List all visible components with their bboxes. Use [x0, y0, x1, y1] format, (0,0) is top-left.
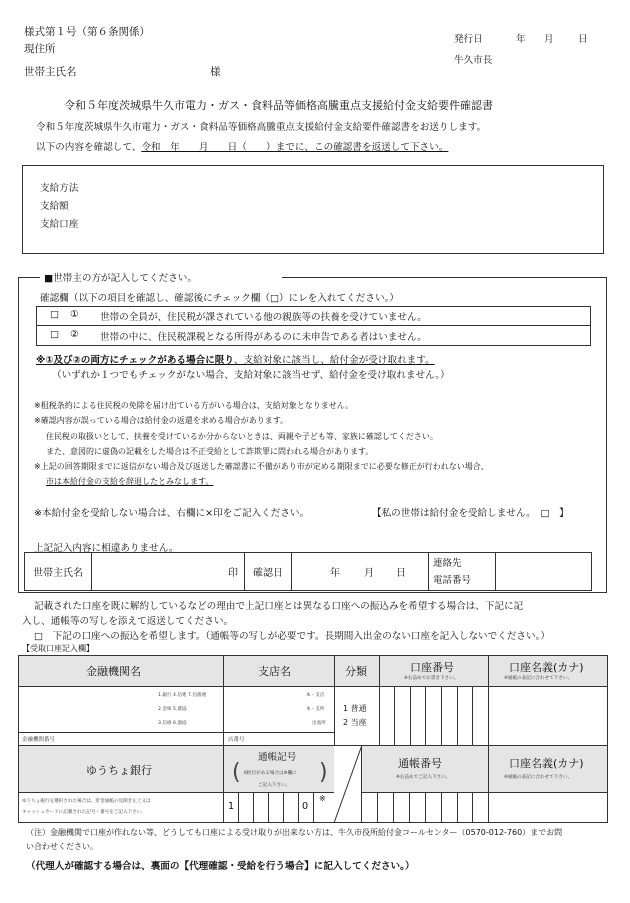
bank-name-header: 金融機関名	[86, 665, 141, 678]
section-title: ■世帯主の方が記入してください。	[44, 273, 197, 284]
eligibility-condition-bold: ※①及び②の両方にチェックがある場合に限り	[36, 355, 234, 366]
yucho-holder-note: ※通帳の表記に合わせて下さい。	[504, 775, 573, 780]
note-fraud: また、意図的に虚偽の記載をした場合は不正受給として詐欺罪に問われる場合があります。	[46, 447, 374, 456]
issue-day: 日	[578, 34, 588, 45]
item1-checkbox[interactable]: □	[50, 309, 60, 320]
intro-line-2-prefix: 以下の内容を確認して、	[36, 142, 142, 153]
yucho-digit-last: 0	[302, 801, 309, 812]
note-tax-treaty: ※租税条約による住民税の免除を届け出ている方がいる場合は、支給対象となりません。	[34, 401, 354, 410]
sym-line-1	[238, 792, 239, 823]
sig-seal-label: 印	[228, 568, 238, 579]
payment-info-box	[22, 165, 604, 254]
issue-date-label: 発行日	[454, 34, 483, 45]
sig-date-cell[interactable]	[292, 553, 429, 591]
sama-label: 様	[210, 66, 221, 78]
bank-types-row1: 1.銀行 4.信連 7.信漁連	[158, 693, 207, 698]
yucho-left-note-2: キャッシュカードに記載された記号・番号をご記入下さい。	[22, 810, 146, 815]
yucho-holder-header: 口座名義(カナ)	[509, 757, 584, 770]
yucho-symbol-note-2: ご記入下さい。	[258, 783, 291, 788]
holder-note: ※通帳の表記に合わせて下さい。	[504, 676, 573, 681]
pb-line-1	[377, 792, 378, 823]
form-number: 様式第１号（第６条関係）	[24, 26, 150, 38]
eligibility-condition-rest: 、支給対象に該当し、給付金が受け取れます。	[233, 355, 435, 366]
sig-year: 年	[330, 568, 340, 579]
sym-line-6	[313, 792, 314, 823]
digit-line-4	[441, 686, 442, 745]
decline-box[interactable]: 【私の世帯は給付金を受給しません。 □ 】	[372, 508, 569, 519]
yucho-note-line	[18, 792, 223, 793]
note-decline-assumed: 市は本給付金の支給を辞退したとみなします。	[46, 477, 214, 486]
no-discrepancy-text: 上記記入内容に相違ありません。	[34, 543, 179, 554]
yucho-passbook-note: ※右詰めでご記入下さい。	[396, 775, 451, 780]
sym-line-4	[283, 792, 284, 823]
yucho-symbol-note-1: 6桁目がある場合は※欄に	[244, 771, 297, 776]
pb-line-5	[441, 792, 442, 823]
digit-line-5	[457, 686, 458, 745]
confirm-instructions: 確認欄（以下の項目を確認し、確認後にチェック欄（□）にレを入れてください。）	[40, 293, 399, 304]
transfer-para-1: 記載された口座を既に解約しているなどの理由で上記口座とは異なる口座への振込みを希望する場合は、下記に記	[34, 601, 524, 612]
row-line-2	[18, 745, 608, 746]
mayor-label: 牛久市長	[454, 55, 493, 66]
paren-right: )	[319, 760, 328, 785]
account-number-header: 口座番号	[410, 661, 454, 674]
yucho-holder-line	[489, 792, 608, 793]
issue-year: 年	[516, 34, 526, 45]
pb-line-7	[472, 792, 473, 823]
col-line-3	[379, 655, 380, 745]
digit-line-2	[410, 686, 411, 745]
decline-prompt: ※本給付金を受給しない場合は、右欄に×印をご記入ください。	[34, 508, 310, 519]
eligibility-condition	[36, 352, 435, 366]
phone-label: 電話番号	[433, 574, 472, 586]
col-line-1	[223, 655, 224, 823]
bank-code-line	[18, 732, 223, 733]
sig-name-label: 世帯主氏名	[25, 553, 92, 591]
transfer-para-2: 入し、通帳等の写しを添えて返送してください。	[22, 616, 234, 627]
footer-note-1: （注）金融機関で口座が作れない等、どうしても口座による受け取りが出来ない方は、牛久市役所給付金コールセンター（0570-012-760）までお問	[26, 828, 563, 837]
yucho-symbol-label: 通帳記号	[258, 752, 297, 763]
branch-types-row1: 本・支店	[306, 693, 325, 698]
phone-input-cell[interactable]	[496, 553, 592, 591]
sym-line-3	[268, 792, 269, 823]
bank-types-row2: 2.金庫 5.農協	[158, 707, 187, 712]
branch-code-label: 店番号	[228, 737, 245, 743]
issue-month: 月	[544, 34, 554, 45]
item1-text: 世帯の全員が、住民税が課されている他の親族等の扶養を受けていません。	[100, 312, 427, 323]
table-label: 【受取口座記入欄】	[22, 644, 94, 653]
branch-header: 支店名	[258, 665, 291, 678]
item2-number: ②	[70, 329, 79, 340]
pb-line-3	[409, 792, 410, 823]
digit-line-1	[394, 686, 395, 745]
confirm-items-divider	[36, 325, 591, 326]
address-label: 現住所	[24, 43, 56, 55]
sym-line-2	[253, 792, 254, 823]
agent-note: （代理人が確認する場合は、裏面の【代理確認・受給を行う場合】に記入してください。）	[26, 861, 415, 872]
note-deadline: ※上記の回答期限までに返信がない場合及び返送した確認書に不備があり市が定める期限までに必要な修正が行われない場合、	[34, 462, 489, 471]
yucho-digit-first: 1	[228, 801, 235, 812]
payment-method-label: 支給方法	[40, 183, 79, 194]
item2-checkbox[interactable]: □	[50, 329, 60, 340]
deadline-text: 令和 年 月 日（ ）までに、この確認書を返送して下さい。	[141, 142, 449, 153]
category-current[interactable]: 2 当座	[343, 718, 367, 727]
branch-types-row3: 出張所	[312, 721, 326, 726]
item2-text: 世帯の中に、住民税課税となる所得があるのに未申告である者はいません。	[100, 332, 427, 343]
note-refund: ※確認内容が誤っている場合は給付金の返還を求める場合があります。	[34, 416, 289, 425]
pb-line-4	[425, 792, 426, 823]
category-header: 分類	[345, 665, 367, 678]
digit-line-6	[472, 686, 473, 745]
intro-line-2	[36, 139, 448, 153]
col-line-2	[334, 655, 335, 745]
diagonal-slash	[334, 745, 362, 823]
sym-line-5	[298, 792, 299, 823]
yucho-name: ゆうちょ銀行	[86, 764, 152, 777]
col-line-4	[488, 655, 489, 823]
holder-header: 口座名義(カナ)	[509, 661, 584, 674]
intro-line-1: 令和５年度茨城県牛久市電力・ガス・食料品等価格高騰重点支援給付金支給要件確認書をお送りします。	[36, 122, 487, 133]
yucho-passbook-label: 通帳番号	[398, 757, 442, 770]
yucho-left-note-1: ゆうちょ銀行を選択された場合は、貯金通帳の見開き左上又は	[22, 799, 151, 804]
signature-table	[24, 552, 592, 591]
bank-code-label: 金融機関番号	[22, 737, 56, 743]
pb-line-6	[457, 792, 458, 823]
item1-number: ①	[70, 309, 79, 320]
paren-left: (	[232, 760, 241, 785]
branch-types-row2: 本・支所	[306, 707, 325, 712]
sig-month: 月	[364, 568, 374, 579]
yucho-passbook-line	[362, 792, 488, 793]
payment-account-label: 支給口座	[40, 219, 79, 230]
sig-day: 日	[396, 568, 406, 579]
sig-seal-cell[interactable]	[92, 553, 245, 591]
branch-code-line	[224, 732, 334, 733]
payment-amount-label: 支給額	[40, 201, 69, 212]
row-line-1	[18, 686, 608, 687]
transfer-option[interactable]: □ 下記の口座への振込を希望します。（通帳等の写しが必要です。長期間入出金のない口座を記入しないでください。）	[34, 631, 550, 642]
contact-label: 連絡先	[433, 557, 462, 569]
page-title: 令和５年度茨城県牛久市電力・ガス・食料品等価格高騰重点支援給付金支給要件確認書	[64, 99, 493, 112]
footer-note-2: い合わせください。	[26, 842, 98, 851]
yucho-asterisk: ※	[319, 794, 326, 803]
ineligibility-note: （いずれか１つでもチェックがない場合、支給対象に該当せず、給付金を受け取れません。）	[52, 370, 450, 381]
sig-date-label: 確認日	[245, 553, 292, 591]
bank-types-row3: 3.信組 6.漁協	[158, 721, 187, 726]
head-name-label: 世帯主氏名	[24, 66, 77, 78]
category-ordinary[interactable]: 1 普通	[343, 704, 367, 713]
section-top-line-left	[18, 277, 40, 278]
section-top-line-right	[282, 277, 607, 278]
yucho-symbol-line	[224, 792, 334, 793]
note-dependents: 住民税の取扱いとして、扶養を受けているか分からないときは、両親や子ども等、家族に確認してください。	[46, 432, 438, 441]
digit-line-3	[425, 686, 426, 745]
account-number-note: ※右詰めでお書き下さい。	[404, 676, 459, 681]
pb-line-2	[393, 792, 394, 823]
contact-label-cell	[429, 553, 496, 591]
